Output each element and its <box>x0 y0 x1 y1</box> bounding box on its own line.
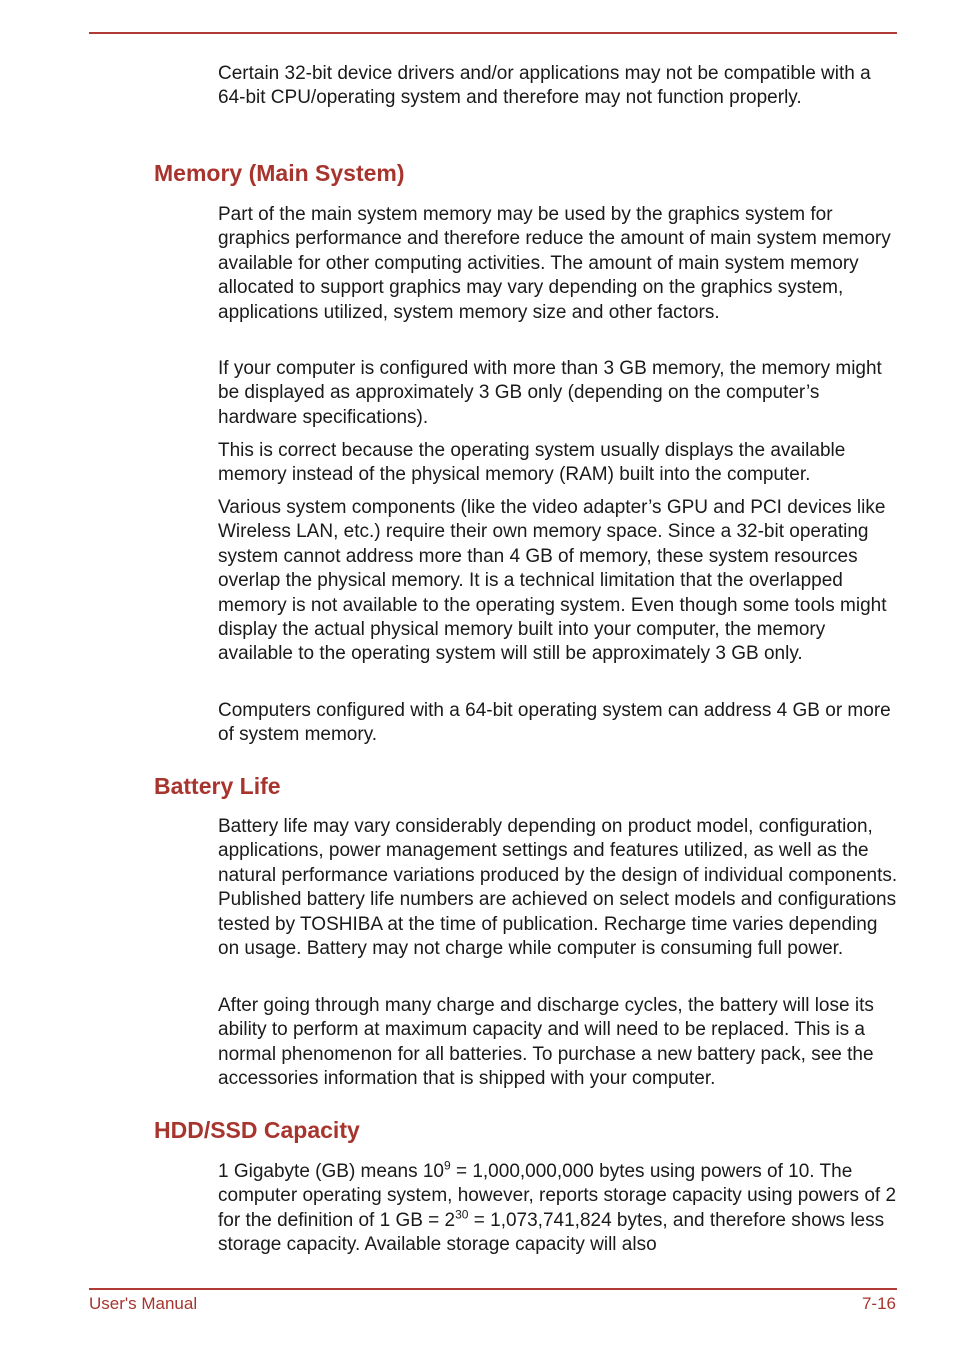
footer-page-number: 7-16 <box>861 1294 896 1313</box>
hdd-text-c: = 1,073,741,824 bytes, and therefore shows less storage capacity. Available storage capacity will also <box>218 1209 885 1256</box>
hdd-exponent-30: 30 <box>455 1207 469 1222</box>
hdd-text-a: 1 Gigabyte (GB) means 10 <box>218 1161 444 1182</box>
memory-heading: Memory (Main System) <box>154 160 405 186</box>
battery-paragraph-1: Battery life may vary considerably depending on product model, configuration, applications, power management settings and features utilized, as well as the natural performance variations produced by the design of individual components. Published battery life numbers are achieved on select models and configurations tested by TOSHIBA at the time of publication. Recharge time varies depending on usage. Battery may not charge while computer is consuming full power. <box>218 816 898 960</box>
memory-paragraph-3: This is correct because the operating system usually displays the available memory instead of the physical memory (RAM) built into the computer. <box>218 440 846 486</box>
intro-paragraph: Certain 32-bit device drivers and/or applications may not be compatible with a 64-bit CPU/operating system and therefore may not function properly. <box>218 63 871 109</box>
hdd-text-b: = 1,000,000,000 bytes using powers of 10. The computer operating system, however, reports storage capacity using powers of 2 for the definition of 1 GB = 2 <box>218 1161 897 1231</box>
battery-paragraph-2: After going through many charge and discharge cycles, the battery will lose its ability to perform at maximum capacity and will need to be replaced. This is a normal phenomenon for all batteries. To purchase a new battery pack, see the accessories information that is shipped with your computer. <box>218 995 874 1090</box>
battery-heading: Battery Life <box>154 773 281 799</box>
memory-paragraph-5: Computers configured with a 64-bit operating system can address 4 GB or more of system memory. <box>218 700 891 746</box>
footer-rule <box>89 1288 897 1290</box>
hdd-paragraph-1 <box>218 1160 898 1258</box>
memory-paragraph-1: Part of the main system memory may be used by the graphics system for graphics performance and therefore reduce the amount of main system memory available for other computing activities. The amount of main system memory allocated to support graphics may vary depending on the graphics system, applications utilized, system memory size and other factors. <box>218 204 891 323</box>
memory-paragraph-4: Various system components (like the video adapter’s GPU and PCI devices like Wireless LAN, etc.) require their own memory space. Since a 32-bit operating system cannot address more than 4 GB of memory, these system resources overlap the physical memory. It is a technical limitation that the overlapped memory is not available to the operating system. Even though some tools might display the actual physical memory built into your computer, the memory available to the operating system will still be approximately 3 GB only. <box>218 497 887 665</box>
hdd-exponent-9: 9 <box>444 1158 451 1173</box>
header-rule <box>89 32 897 34</box>
footer-manual-title: User's Manual <box>89 1294 198 1313</box>
memory-paragraph-2: If your computer is configured with more than 3 GB memory, the memory might be displayed as approximately 3 GB only (depending on the computer’s hardware specifications). <box>218 358 882 428</box>
hdd-heading: HDD/SSD Capacity <box>154 1117 360 1143</box>
